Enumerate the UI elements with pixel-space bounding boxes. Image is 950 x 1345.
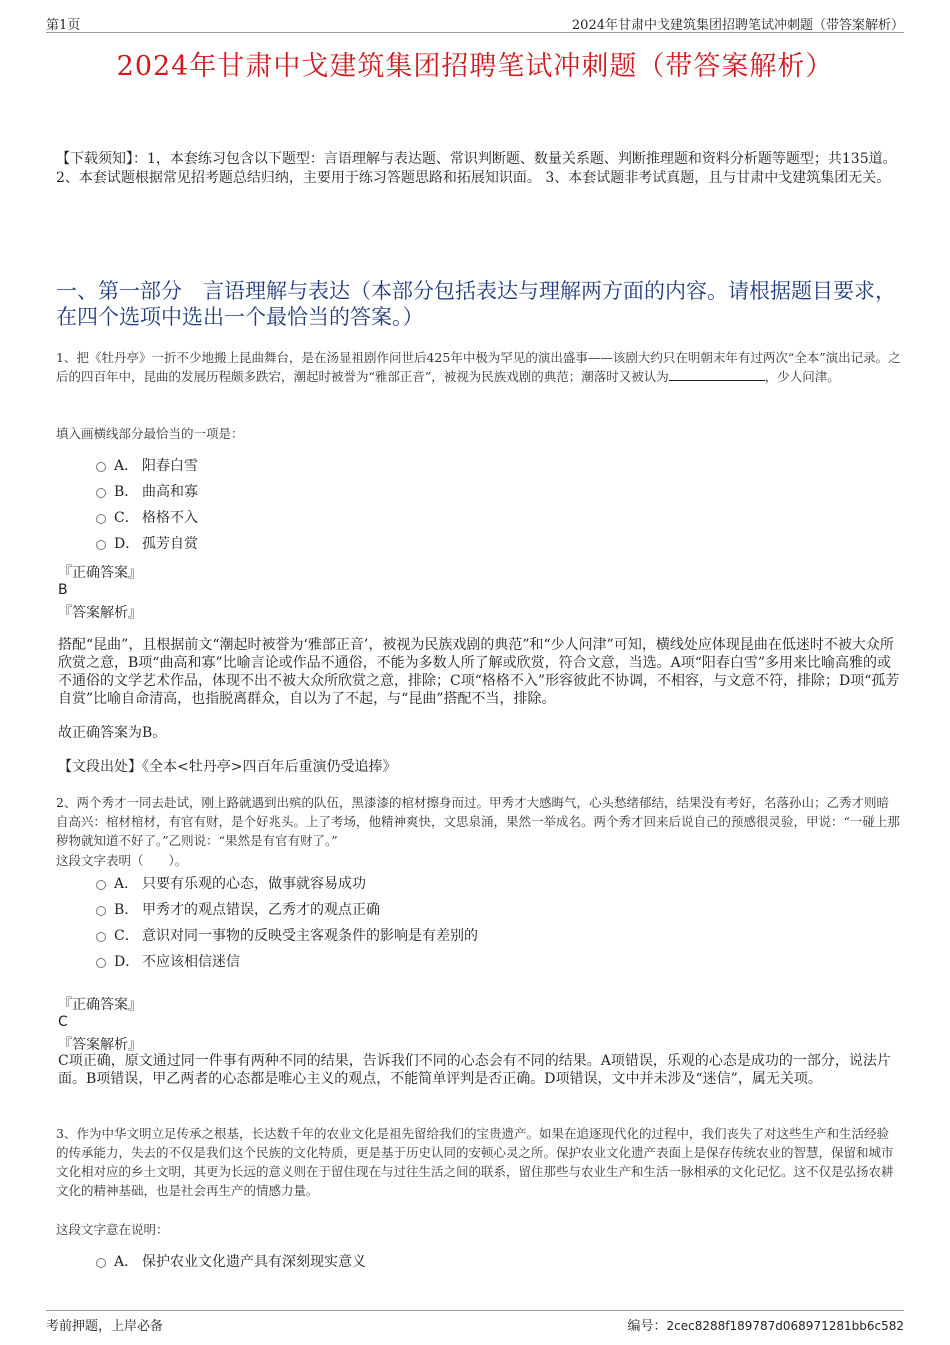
footer-slogan: 考前押题，上岸必备 <box>46 1319 164 1334</box>
q1-option-a[interactable]: A． 阳春白雪 <box>96 456 198 476</box>
radio-icon[interactable] <box>96 958 106 968</box>
q1-source: 【文段出处】《全本<牡丹亭>四百年后重演仍受追捧》 <box>58 759 397 775</box>
radio-icon[interactable] <box>96 880 106 890</box>
radio-icon[interactable] <box>96 1258 106 1268</box>
download-notice: 【下载须知】：1，本套练习包含以下题型：言语理解与表达题、常识判断题、数量关系题、判断推理题和资料分析题等题型；共135道。 2、本套试题根据常见招考题总结归纳，主要用于练习答题思路和拓展知识面。 3、本套试题非考试真题，且与甘肃中戈建筑集团无关。 <box>56 151 897 186</box>
q2-option-a[interactable]: A． 只要有乐观的心态，做事就容易成功 <box>96 874 366 894</box>
q3-option-a[interactable]: A． 保护农业文化遗产具有深刻现实意义 <box>96 1252 366 1272</box>
footer-code: 编号：2cec8288f189787d068971281bb6c582 <box>627 1319 904 1334</box>
q1-option-d[interactable]: D． 孤芳自赏 <box>96 534 198 554</box>
question-2-stem: 2、两个秀才一同去赴试，刚上路就遇到出殡的队伍，黑漆漆的棺材擦身而过。甲秀才大感晦气，心头愁绪郁结，结果没有考好，名落孙山；乙秀才则暗自高兴：棺材棺材，有官有财，是个好兆头。上了考场，他精神爽快，文思泉涌，果然一举成名。两个秀才回来后说自己的预感很灵验，甲说：“一碰上那秽物就知道不好了。”乙则说：“果然是有官有财了。” <box>56 795 900 848</box>
radio-icon[interactable] <box>96 932 106 942</box>
q2-analysis-label: 『答案解析』 <box>58 1037 142 1053</box>
q2-option-d[interactable]: D． 不应该相信迷信 <box>96 952 240 972</box>
q1-option-b[interactable]: B． 曲高和寡 <box>96 482 198 502</box>
header-doc-title: 2024年甘肃中戈建筑集团招聘笔试冲刺题（带答案解析） <box>571 18 904 33</box>
answer-blank <box>669 368 765 381</box>
q2-answer: C <box>58 1014 68 1030</box>
question-2-prompt: 这段文字表明（ ）。 <box>56 853 188 868</box>
radio-icon[interactable] <box>96 514 106 524</box>
question-1-stem: 1、把《牡丹亭》一折不少地搬上昆曲舞台，是在汤显祖剧作问世后425年中极为罕见的演出盛事——该剧大约只在明朝末年有过两次“全本”演出记录。之后的四百年中，昆曲的发展历程颇多跌宕，潮起时被誉为“雅部正音”，被视为民族戏剧的典范；潮落时又被认为 ，少人问津。 <box>56 350 901 384</box>
question-3-stem: 3、作为中华文明立足传承之根基，长达数千年的农业文化是祖先留给我们的宝贵遗产。如果在追逐现代化的过程中，我们丧失了对这些生产和生活经验的传承能力，失去的不仅是我们这个民族的文化特质，更是基于历史认同的安顿心灵之所。保护农业文化遗产表面上是保存传统农业的智慧，保留和城市文化相对应的乡土文明，其更为长远的意义则在于留住现在与过往生活之间的联系，留住那些与农业生产和生活一脉相承的文化记忆。这不仅是弘扬农耕文化的精神基础，也是社会再生产的情感力量。 <box>56 1126 894 1198</box>
section-heading: 一、第一部分 言语理解与表达（本部分包括表达与理解两方面的内容。请根据题目要求，在四个选项中选出一个最恰当的答案。） <box>56 279 896 329</box>
q2-analysis: C项正确，原文通过同一件事有两种不同的结果，告诉我们不同的心态会有不同的结果。A项错误，乐观的心态是成功的一部分，说法片面。B项错误，甲乙两者的心态都是唯心主义的观点，不能简单评判是否正确。D项错误，文中并未涉及“迷信”，属无关项。 <box>58 1053 891 1087</box>
radio-icon[interactable] <box>96 540 106 550</box>
question-3-prompt: 这段文字意在说明： <box>56 1222 169 1237</box>
q1-answer: B <box>58 582 68 598</box>
radio-icon[interactable] <box>96 462 106 472</box>
q2-option-c[interactable]: C． 意识对同一事物的反映受主客观条件的影响是有差别的 <box>96 926 478 946</box>
radio-icon[interactable] <box>96 488 106 498</box>
q2-correct-label: 『正确答案』 <box>58 997 142 1013</box>
q1-analysis: 搭配“昆曲”，且根据前文“潮起时被誉为‘雅部正音’，被视为民族戏剧的典范”和“少人问津”可知，横线处应体现昆曲在低迷时不被大众所欣赏之意，B项“曲高和寡”比喻言论或作品不通俗，不能为多数人所了解或欣赏，符合文意，当选。A项“阳春白雪”多用来比喻高雅的或不通俗的文学艺术作品，体现不出不被大众所欣赏之意，排除；C项“格格不入”形容彼此不协调，不相容，与文意不符，排除；D项“孤芳自赏”比喻自命清高，也指脱离群众，自以为了不起，与“昆曲”搭配不当，排除。 <box>58 637 900 707</box>
question-1-prompt: 填入画横线部分最恰当的一项是： <box>56 426 244 441</box>
radio-icon[interactable] <box>96 906 106 916</box>
q1-correct-label: 『正确答案』 <box>58 565 142 581</box>
q1-analysis-label: 『答案解析』 <box>58 605 142 621</box>
q1-option-c[interactable]: C． 格格不入 <box>96 508 198 528</box>
document-title: 2024年甘肃中戈建筑集团招聘笔试冲刺题（带答案解析） <box>116 51 834 82</box>
q2-option-b[interactable]: B． 甲秀才的观点错误，乙秀才的观点正确 <box>96 900 380 920</box>
q1-conclusion: 故正确答案为B。 <box>58 725 167 741</box>
page-footer <box>46 1310 904 1335</box>
page-header <box>46 12 904 33</box>
page-number: 第1页 <box>46 18 81 33</box>
